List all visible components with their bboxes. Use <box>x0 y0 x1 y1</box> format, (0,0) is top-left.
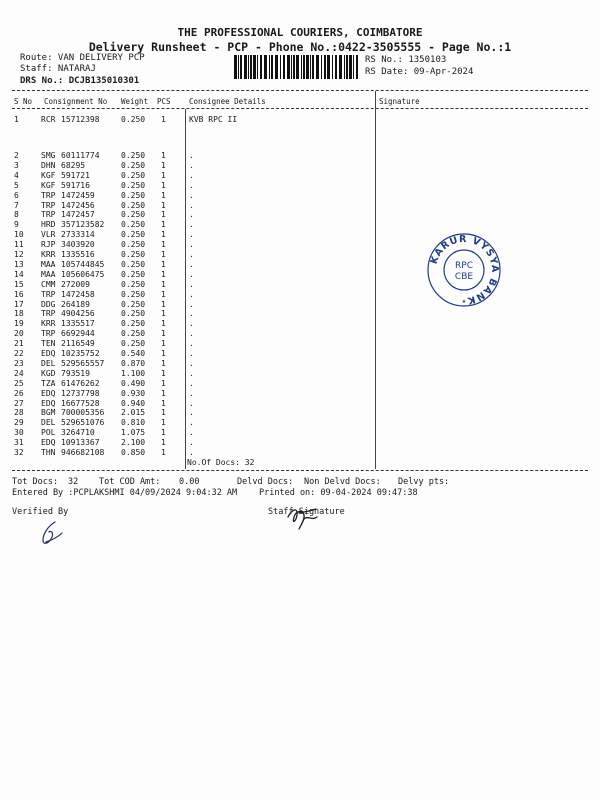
tot-cod-value: 0.00 <box>179 477 200 487</box>
sno-cell: 17 <box>14 299 24 309</box>
col-consignee: Consignee Details <box>189 97 266 106</box>
pcs-cell: 1 <box>161 230 166 240</box>
consignee-details-cell: . <box>189 378 194 388</box>
consignee-details-cell: . <box>189 438 194 448</box>
consignment-code-cell: POL <box>41 428 56 438</box>
sno-cell: 6 <box>14 190 19 200</box>
weight-cell: 0.250 <box>121 309 146 319</box>
pcs-cell: 1 <box>161 180 166 190</box>
consignment-code-cell: VLR <box>41 230 56 240</box>
pcs-cell: 1 <box>161 368 166 378</box>
consignee-details-cell: . <box>189 250 194 259</box>
pcs-cell: 1 <box>161 170 166 180</box>
consignment-number-cell: 6692944 <box>61 329 95 339</box>
consignment-code-cell: SMG <box>41 151 56 160</box>
consignee-details-cell: . <box>189 230 194 240</box>
consignment-number-cell: 105744845 <box>61 259 105 269</box>
pcs-cell: 1 <box>161 388 166 398</box>
pcs-cell: 1 <box>161 428 166 438</box>
consignee-details-cell: . <box>189 200 194 210</box>
svg-text:RPC: RPC <box>455 261 473 271</box>
pcs-cell: 1 <box>161 210 166 220</box>
consignee-details-cell: . <box>189 418 194 428</box>
consignee-details-cell: . <box>189 289 194 299</box>
sno-cell: 20 <box>14 329 24 339</box>
pcs-cell: 1 <box>161 408 166 418</box>
pcs-cell: 1 <box>161 115 166 124</box>
consignment-number-cell: 61476262 <box>61 378 100 388</box>
consignment-number-cell: 1472458 <box>61 289 95 299</box>
weight-cell: 0.250 <box>121 299 146 309</box>
consignment-number-cell: 591721 <box>61 170 90 180</box>
details-column-divider <box>185 109 186 469</box>
consignee-details-cell: . <box>189 279 194 289</box>
consignee-details-cell: . <box>189 170 194 180</box>
pcs-cell: 1 <box>161 279 166 289</box>
pcs-cell: 1 <box>161 250 166 259</box>
pcs-cell: 1 <box>161 358 166 368</box>
pcs-cell: 1 <box>161 289 166 299</box>
consignment-number-cell: 591716 <box>61 180 90 190</box>
consignment-code-cell: KGF <box>41 180 56 190</box>
consignee-details-cell: . <box>189 408 194 418</box>
col-pcs: PCS <box>157 97 171 106</box>
sno-cell: 21 <box>14 339 24 349</box>
sno-cell: 23 <box>14 358 24 368</box>
svg-text:CBE: CBE <box>454 272 474 282</box>
staff-signature-label: Staff Signature <box>268 507 345 517</box>
weight-cell: 0.540 <box>121 349 146 358</box>
consignee-details-cell: . <box>189 160 194 170</box>
pcs-cell: 1 <box>161 160 166 170</box>
consignment-code-cell: RCR <box>41 115 56 124</box>
consignment-number-cell: 68295 <box>61 160 86 170</box>
pcs-cell: 1 <box>161 190 166 200</box>
consignment-number-cell: 1472457 <box>61 210 95 220</box>
delvd-docs-label: Delvd Docs: <box>237 477 294 487</box>
consignment-number-cell: 10913367 <box>61 438 100 448</box>
consignment-code-cell: TRP <box>41 200 56 210</box>
pcs-cell: 1 <box>161 240 166 250</box>
sno-cell: 18 <box>14 309 24 319</box>
consignment-number-cell: 357123582 <box>61 220 105 230</box>
consignment-number-cell: 1472456 <box>61 200 95 210</box>
consignment-number-cell: 264189 <box>61 299 90 309</box>
consignment-number-cell: 3264710 <box>61 428 95 438</box>
consignment-code-cell: EDQ <box>41 388 56 398</box>
consignment-number-cell: 946682108 <box>61 448 105 457</box>
consignee-details-cell: . <box>189 190 194 200</box>
pcs-cell: 1 <box>161 448 166 457</box>
document-title: Delivery Runsheet - PCP - Phone No.:0422-3505555 - Page No.:1 <box>88 40 512 54</box>
barcode-icon <box>234 55 358 79</box>
sno-cell: 7 <box>14 200 19 210</box>
consignment-code-cell: CMM <box>41 279 56 289</box>
consignee-details-cell: . <box>189 339 194 349</box>
col-signature: Signature <box>379 97 420 106</box>
sno-cell: 4 <box>14 170 19 180</box>
consignee-details-cell: . <box>189 358 194 368</box>
sno-cell: 13 <box>14 259 24 269</box>
consignee-details-cell: . <box>189 448 194 457</box>
consignment-number-cell: 1472459 <box>61 190 95 200</box>
weight-cell: 0.250 <box>121 240 146 250</box>
pcs-cell: 1 <box>161 319 166 329</box>
consignment-code-cell: TEN <box>41 339 56 349</box>
consignee-details-cell: . <box>189 151 194 160</box>
consignment-number-cell: 1335516 <box>61 250 95 259</box>
consignment-code-cell: BGM <box>41 408 56 418</box>
consignee-details-cell: . <box>189 349 194 358</box>
weight-cell: 0.850 <box>121 448 146 457</box>
weight-cell: 0.250 <box>121 339 146 349</box>
consignment-code-cell: DDG <box>41 299 56 309</box>
sno-cell: 30 <box>14 428 24 438</box>
svg-text:KARUR VYSYA BANK: KARUR VYSYA BANK <box>428 233 501 306</box>
consignee-details-cell: . <box>189 180 194 190</box>
consignment-number-cell: 2733314 <box>61 230 95 240</box>
company-name: THE PROFESSIONAL COURIERS, COIMBATORE <box>177 26 423 39</box>
weight-cell: 0.250 <box>121 200 146 210</box>
weight-cell: 0.250 <box>121 210 146 220</box>
weight-cell: 0.250 <box>121 151 146 160</box>
pcs-cell: 1 <box>161 259 166 269</box>
sno-cell: 14 <box>14 269 24 279</box>
consignee-details-cell: . <box>189 368 194 378</box>
drs-number: DRS No.: DCJB135010301 <box>20 76 140 86</box>
consignment-number-cell: 10235752 <box>61 349 100 358</box>
sno-cell: 1 <box>14 115 19 124</box>
sno-cell: 22 <box>14 349 24 358</box>
pcs-cell: 1 <box>161 309 166 319</box>
consignment-code-cell: HRD <box>41 220 56 230</box>
consignee-details-cell: . <box>189 220 194 230</box>
weight-cell: 0.250 <box>121 269 146 279</box>
weight-cell: 2.100 <box>121 438 146 448</box>
consignment-code-cell: TRP <box>41 289 56 299</box>
weight-cell: 0.250 <box>121 115 146 124</box>
weight-cell: 0.490 <box>121 378 146 388</box>
weight-cell: 0.250 <box>121 279 146 289</box>
consignment-code-cell: THN <box>41 448 56 457</box>
consignment-code-cell: DEL <box>41 358 56 368</box>
sno-cell: 15 <box>14 279 24 289</box>
consignment-code-cell: MAA <box>41 269 56 279</box>
table-bottom-rule <box>12 470 588 471</box>
bank-stamp-icon <box>426 232 502 308</box>
weight-cell: 0.810 <box>121 418 146 428</box>
weight-cell: 0.930 <box>121 388 146 398</box>
consignment-code-cell: DHN <box>41 160 56 170</box>
sno-cell: 32 <box>14 448 24 457</box>
consignment-number-cell: 2116549 <box>61 339 95 349</box>
weight-cell: 0.250 <box>121 250 146 259</box>
consignment-number-cell: 60111774 <box>61 151 100 160</box>
weight-cell: 0.250 <box>121 319 146 329</box>
consignment-code-cell: TRP <box>41 210 56 220</box>
weight-cell: 0.250 <box>121 190 146 200</box>
weight-cell: 0.250 <box>121 170 146 180</box>
weight-cell: 0.250 <box>121 259 146 269</box>
consignee-details-cell: . <box>189 269 194 279</box>
weight-cell: 1.075 <box>121 428 146 438</box>
sno-cell: 11 <box>14 240 24 250</box>
consignment-code-cell: RJP <box>41 240 56 250</box>
sno-cell: 28 <box>14 408 24 418</box>
consignment-number-cell: 1335517 <box>61 319 95 329</box>
pcs-cell: 1 <box>161 220 166 230</box>
pcs-cell: 1 <box>161 418 166 428</box>
svg-text:★: ★ <box>461 297 467 305</box>
consignment-code-cell: TRP <box>41 329 56 339</box>
weight-cell: 0.250 <box>121 160 146 170</box>
weight-cell: 0.250 <box>121 180 146 190</box>
consignment-number-cell: 105606475 <box>61 269 105 279</box>
consignment-code-cell: EDQ <box>41 398 56 408</box>
pcs-cell: 1 <box>161 151 166 160</box>
sno-cell: 16 <box>14 289 24 299</box>
pcs-cell: 1 <box>161 299 166 309</box>
rs-date: RS Date: 09-Apr-2024 <box>365 67 474 77</box>
consignment-code-cell: TRP <box>41 309 56 319</box>
consignment-number-cell: 16677528 <box>61 398 100 408</box>
non-delvd-docs-label: Non Delvd Docs: <box>304 477 381 487</box>
consignee-details-cell: . <box>189 388 194 398</box>
col-sno: S No <box>14 97 33 106</box>
pcs-cell: 1 <box>161 339 166 349</box>
pcs-cell: 1 <box>161 438 166 448</box>
consignee-details-cell: . <box>189 210 194 220</box>
table-top-rule <box>12 90 588 91</box>
col-weight: Weight <box>121 97 149 106</box>
staff: Staff: NATARAJ <box>20 64 96 74</box>
weight-cell: 0.940 <box>121 398 146 408</box>
pcs-cell: 1 <box>161 349 166 358</box>
consignee-details-cell: . <box>189 299 194 309</box>
consignment-number-cell: 529565557 <box>61 358 105 368</box>
consignee-details-cell: . <box>189 398 194 408</box>
pcs-cell: 1 <box>161 269 166 279</box>
rs-number: RS No.: 1350103 <box>365 55 447 65</box>
consignment-number-cell: 3403920 <box>61 240 95 250</box>
table-header-rule <box>12 108 588 109</box>
sno-cell: 10 <box>14 230 24 240</box>
consignment-code-cell: KGF <box>41 170 56 180</box>
sno-cell: 24 <box>14 368 24 378</box>
sno-cell: 8 <box>14 210 19 220</box>
consignment-code-cell: TZA <box>41 378 56 388</box>
signature-column-divider <box>375 91 376 469</box>
consignment-code-cell: MAA <box>41 259 56 269</box>
consignment-number-cell: 793519 <box>61 368 90 378</box>
verified-by-label: Verified By <box>12 507 69 517</box>
sno-cell: 19 <box>14 319 24 329</box>
consignee-details-cell: . <box>189 309 194 319</box>
consignment-number-cell: 272009 <box>61 279 90 289</box>
consignment-code-cell: EDQ <box>41 438 56 448</box>
tot-docs-label: Tot Docs: <box>12 477 59 487</box>
staff-signature-icon <box>284 503 320 531</box>
sno-cell: 12 <box>14 250 24 259</box>
consignee-details-cell: . <box>189 319 194 329</box>
consignment-code-cell: TRP <box>41 190 56 200</box>
sno-cell: 27 <box>14 398 24 408</box>
consignment-code-cell: DEL <box>41 418 56 428</box>
weight-cell: 0.250 <box>121 329 146 339</box>
entered-by: Entered By :PCPLAKSHMI 04/09/2024 9:04:32 AM <box>12 488 238 498</box>
pcs-cell: 1 <box>161 329 166 339</box>
route: Route: VAN DELIVERY PCP <box>20 53 145 63</box>
consignee-details-cell: KVB RPC II <box>189 115 238 124</box>
verified-signature-icon <box>38 520 64 548</box>
consignee-details-cell: . <box>189 428 194 438</box>
sno-cell: 25 <box>14 378 24 388</box>
consignee-details-cell: . <box>189 259 194 269</box>
printed-on: Printed on: 09-04-2024 09:47:38 <box>259 488 418 498</box>
weight-cell: 0.250 <box>121 289 146 299</box>
sno-cell: 3 <box>14 160 19 170</box>
consignee-details-cell: . <box>189 240 194 250</box>
weight-cell: 0.250 <box>121 220 146 230</box>
weight-cell: 1.100 <box>121 368 146 378</box>
sno-cell: 26 <box>14 388 24 398</box>
sno-cell: 2 <box>14 151 19 160</box>
delvy-pts-label: Delvy pts: <box>398 477 450 487</box>
pcs-cell: 1 <box>161 378 166 388</box>
pcs-cell: 1 <box>161 398 166 408</box>
weight-cell: 2.015 <box>121 408 146 418</box>
col-consignment: Consignment No <box>44 97 108 106</box>
pcs-cell: 1 <box>161 200 166 210</box>
consignment-number-cell: 529651076 <box>61 418 105 428</box>
weight-cell: 0.870 <box>121 358 146 368</box>
sno-cell: 31 <box>14 438 24 448</box>
tot-cod-label: Tot COD Amt: <box>99 477 161 487</box>
consignment-number-cell: 4904256 <box>61 309 95 319</box>
consignment-code-cell: KGD <box>41 368 56 378</box>
consignment-number-cell: 15712398 <box>61 115 100 124</box>
sno-cell: 5 <box>14 180 19 190</box>
consignment-code-cell: KRR <box>41 250 56 259</box>
consignment-code-cell: EDQ <box>41 349 56 358</box>
no-of-docs: No.Of Docs: 32 <box>187 458 255 467</box>
consignment-number-cell: 12737798 <box>61 388 100 398</box>
tot-docs-value: 32 <box>68 477 79 487</box>
sno-cell: 29 <box>14 418 24 428</box>
consignee-details-cell: . <box>189 329 194 339</box>
consignment-number-cell: 700005356 <box>61 408 105 418</box>
consignment-code-cell: KRR <box>41 319 56 329</box>
weight-cell: 0.250 <box>121 230 146 240</box>
sno-cell: 9 <box>14 220 19 230</box>
